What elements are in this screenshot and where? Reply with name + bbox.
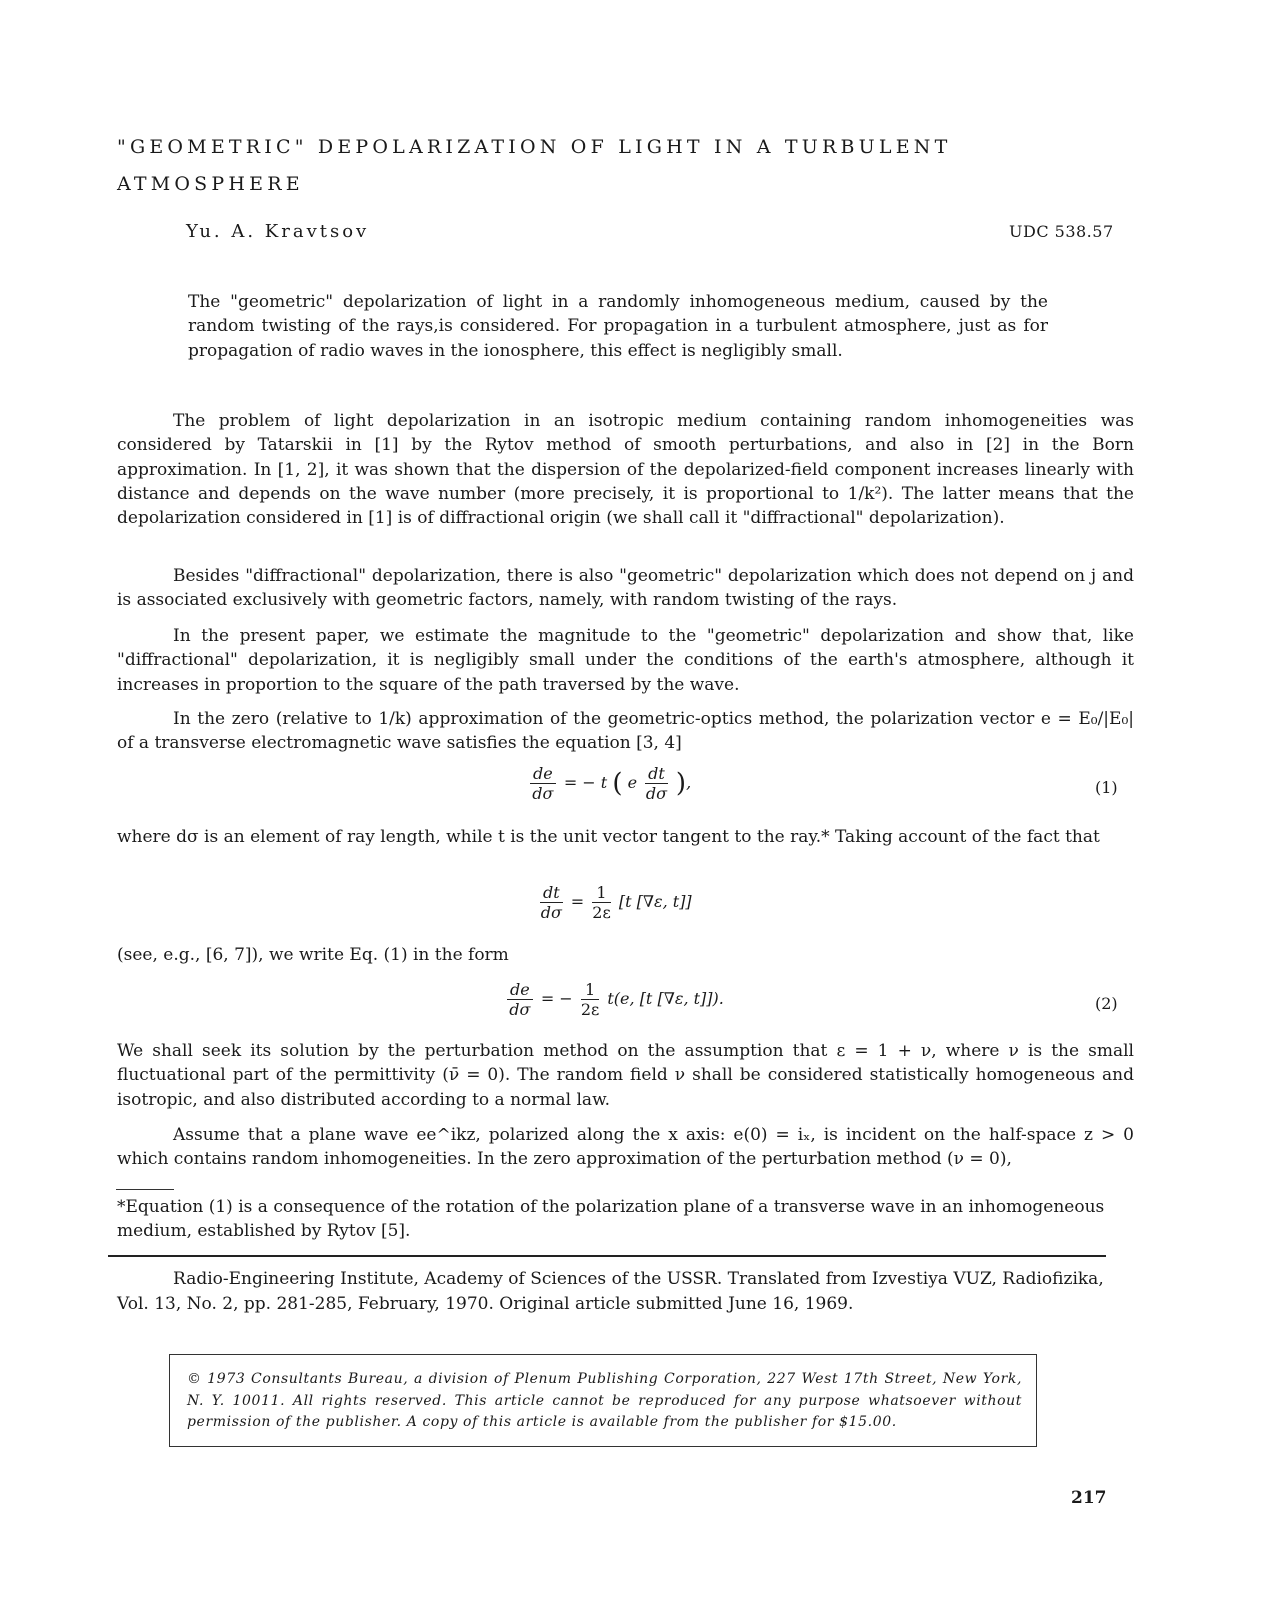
equ-coef-den: 2ε <box>592 903 611 922</box>
paragraph-3: In the present paper, we estimate the magnitude to the "geometric" depolarization and show that, like "diffractional" depolarization, it is negligibly small under the conditions of the earth's atmosphere, although it increases in proportion to the square of the path traversed by the wave. <box>117 626 1134 695</box>
equ-lhs-num: dt <box>540 883 563 903</box>
affiliation: Radio-Engineering Institute, Academy of Sciences of the USSR. Translated from Izvestiya VUZ, Radiofizika, Vol. 13, No. 2, pp. 281-285, February, 1970. Original article submitted June 16, 1969. <box>117 1269 1104 1314</box>
paragraph-4: In the zero (relative to 1/k) approximation of the geometric-optics method, the polarization vector e = E₀/|E₀| of a transverse electromagnetic wave satisfies the equation [3, 4] <box>117 709 1134 754</box>
paragraph-6: (see, e.g., [6, 7]), we write Eq. (1) in the form <box>117 945 509 965</box>
eq2-coef-den: 2ε <box>580 1000 600 1019</box>
eq2-eq: = − <box>540 989 573 1008</box>
eq2-rhs: t(e, [t [∇ε, t]]). <box>607 989 724 1008</box>
eq1-inner: e <box>627 773 638 792</box>
eq1-lhs-den: dσ <box>532 784 554 803</box>
affiliation-rule <box>108 1255 1106 1257</box>
paper-title-line-1: "GEOMETRIC" DEPOLARIZATION OF LIGHT IN A TURBULENT <box>117 136 952 158</box>
equ-coef-fraction <box>592 883 610 922</box>
equ-lhs-fraction <box>540 883 563 922</box>
footnote-rule <box>116 1189 174 1190</box>
author-name: Yu. A. Kravtsov <box>186 221 370 242</box>
paragraph-5: where dσ is an element of ray length, while t is the unit vector tangent to the ray.* Taking account of the fact that <box>117 827 1100 847</box>
eq1-lhs-fraction <box>530 764 556 803</box>
eq1-mid: = − t <box>563 773 608 792</box>
equation-unnumbered <box>537 883 692 922</box>
eq1-tail: , <box>686 773 692 792</box>
eq1-inner-num: dt <box>645 764 668 784</box>
abstract: The "geometric" depolarization of light in a randomly inhomogeneous medium, caused by the random twisting of the rays,is considered. For propagation in a turbulent atmosphere, just as for propagation of radio waves in the ionosphere, this effect is negligibly small. <box>188 292 1048 361</box>
eq2-coef-fraction <box>581 980 599 1019</box>
equ-rhs: [t [∇ε, t]] <box>618 892 692 911</box>
copyright-notice: © 1973 Consultants Bureau, a division of Plenum Publishing Corporation, 227 West 17th Street, New York, N. Y. 10011. All rights reserved. This article cannot be reproduced for any purpose whatsoever without permission of the publisher. A copy of this article is available from the publisher for $15.00. <box>187 1371 1022 1430</box>
equ-lhs-den: dσ <box>540 903 562 922</box>
eq2-lhs-num: de <box>507 980 533 1000</box>
paper-title-line-2: ATMOSPHERE <box>117 173 304 195</box>
footnote: *Equation (1) is a consequence of the rotation of the polarization plane of a transverse wave in an inhomogeneous medium, established by Rytov [5]. <box>117 1197 1105 1241</box>
equ-eq: = <box>570 892 585 911</box>
page-number: 217 <box>1071 1488 1107 1508</box>
eq1-lhs-num: de <box>530 764 556 784</box>
eq2-lhs-den: dσ <box>509 1000 531 1019</box>
equ-coef-num: 1 <box>592 883 610 903</box>
equation-2 <box>504 980 724 1019</box>
equation-1: $\frac{de}{d\sigma}$ = − t ( e $\frac{dt}{d\sigma}$ ), <box>527 764 691 803</box>
eq2-lhs-fraction <box>507 980 533 1019</box>
paragraph-1: The problem of light depolarization in an isotropic medium containing random inhomogeneities was considered by Tatarskii in [1] by the Rytov method of smooth perturbations, and also in [2] in the Born approximation. In [1, 2], it was shown that the dispersion of the depolarized-field component increases linearly with distance and depends on the wave number (more precisely, it is proportional to 1/k²). The latter means that the depolarization considered in [1] is of diffractional origin (we shall call it "diffractional" depolarization). <box>117 411 1134 529</box>
eq1-inner-fraction <box>645 764 668 803</box>
udc-code: UDC 538.57 <box>1009 222 1114 241</box>
equation-2-number: (2) <box>1095 994 1118 1013</box>
paragraph-8: Assume that a plane wave ee^ikz, polarized along the x axis: e(0) = iₓ, is incident on the half-space z > 0 which contains random inhomogeneities. In the zero approximation of the perturbation method (ν = 0), <box>117 1125 1134 1170</box>
eq1-inner-den: dσ <box>645 784 668 803</box>
equation-1-number: (1) <box>1095 778 1118 797</box>
paragraph-7: We shall seek its solution by the perturbation method on the assumption that ε = 1 + ν, where ν is the small fluctuational part of the permittivity (ν̄ = 0). The random field ν shall be considered statistically homogeneous and isotropic, and also distributed according to a normal law. <box>117 1041 1134 1110</box>
paragraph-2: Besides "diffractional" depolarization, there is also "geometric" depolarization which does not depend on j and is associated exclusively with geometric factors, namely, with random twisting of the rays. <box>117 566 1134 611</box>
eq2-coef-num: 1 <box>581 980 599 1000</box>
